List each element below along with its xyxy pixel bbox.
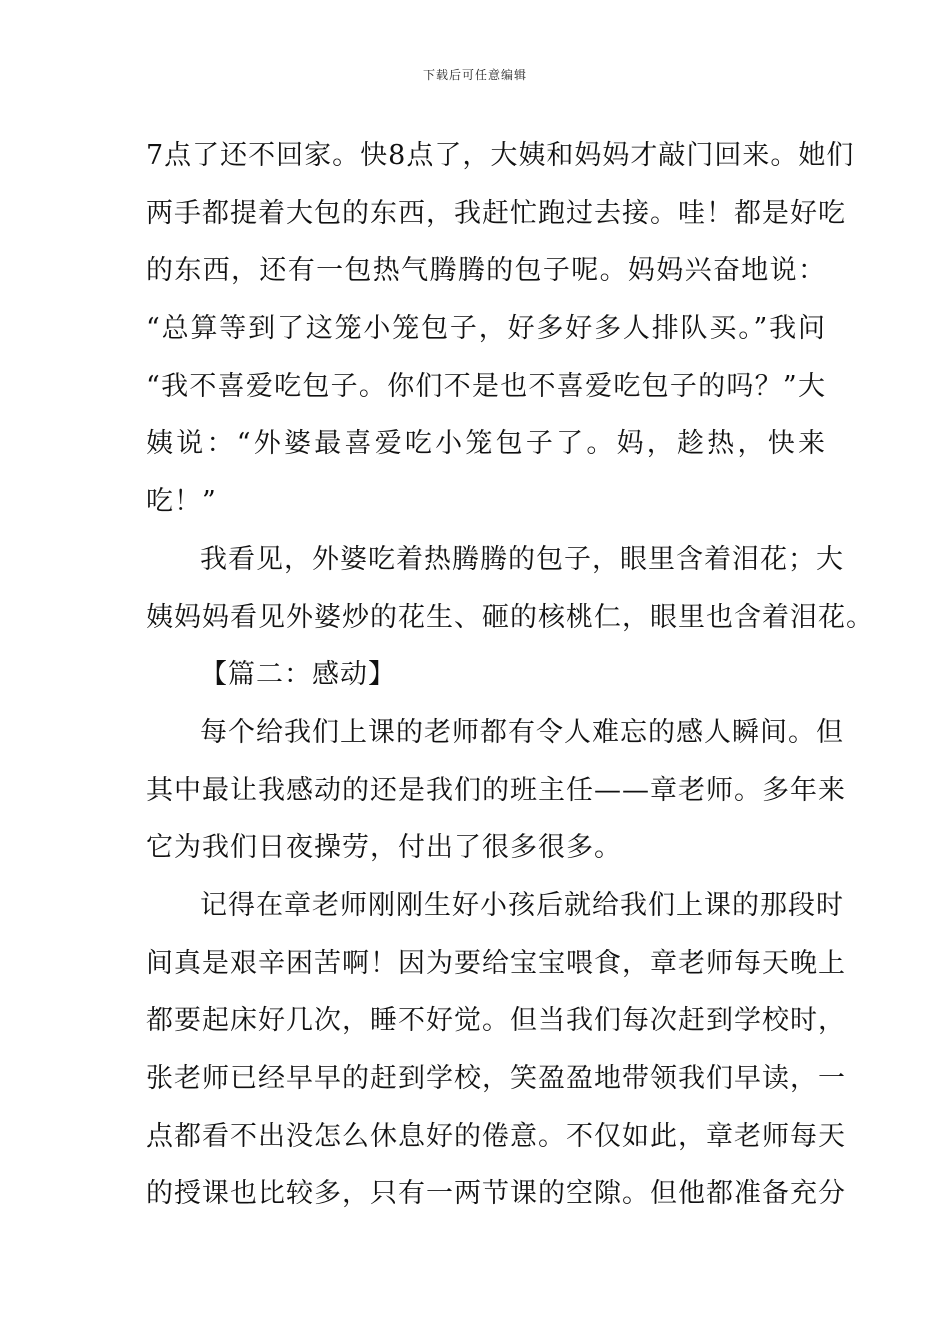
text-line: 7点了还不回家。快8点了，大姨和妈妈才敲门回来。她们 xyxy=(146,140,855,171)
text-line: 两手都提着大包的东西，我赶忙跑过去接。哇！都是好吃 xyxy=(146,197,846,229)
page-header-note: 下载后可任意编辑 xyxy=(422,68,527,82)
text-line: 姨说：“外婆最喜爱吃小笼包子了。妈，趁热，快来 xyxy=(146,428,826,460)
text-line: “总算等到了这笼小笼包子，好多好多人排队买。”我问 xyxy=(146,313,826,345)
text-line: “我不喜爱吃包子。你们不是也不喜爱吃包子的吗？”大 xyxy=(146,370,826,402)
text-line: 每个给我们上课的老师都有令人难忘的感人瞬间。但 xyxy=(200,716,844,748)
text-line: 点都看不出没怎么休息好的倦意。不仅如此，章老师每天 xyxy=(146,1120,846,1152)
document-body xyxy=(146,127,874,1223)
text-line: 的授课也比较多，只有一两节课的空隙。但他都准备充分 xyxy=(146,1178,846,1210)
text-line: 都要起床好几次，睡不好觉。但当我们每次赶到学校时， xyxy=(146,1005,846,1037)
text-line: 间真是艰辛困苦啊！因为要给宝宝喂食，章老师每天晚上 xyxy=(146,947,846,979)
text-line: 张老师已经早早的赶到学校，笑盈盈地带领我们早读，一 xyxy=(146,1063,846,1094)
text-line: 其中最让我感动的还是我们的班主任——章老师。多年来 xyxy=(146,774,846,806)
text-line: 它为我们日夜操劳，付出了很多很多。 xyxy=(146,832,622,864)
text-line: 我看见，外婆吃着热腾腾的包子，眼里含着泪花；大 xyxy=(200,543,844,575)
text-line: 【篇二：感动】 xyxy=(200,659,396,691)
text-line: 姨妈妈看见外婆炒的花生、砸的核桃仁，眼里也含着泪花。 xyxy=(146,601,874,633)
text-line: 的东西，还有一包热气腾腾的包子呢。妈妈兴奋地说： xyxy=(146,255,826,287)
text-line: 记得在章老师刚刚生好小孩后就给我们上课的那段时 xyxy=(200,889,844,921)
text-line: 吃！” xyxy=(146,486,217,518)
